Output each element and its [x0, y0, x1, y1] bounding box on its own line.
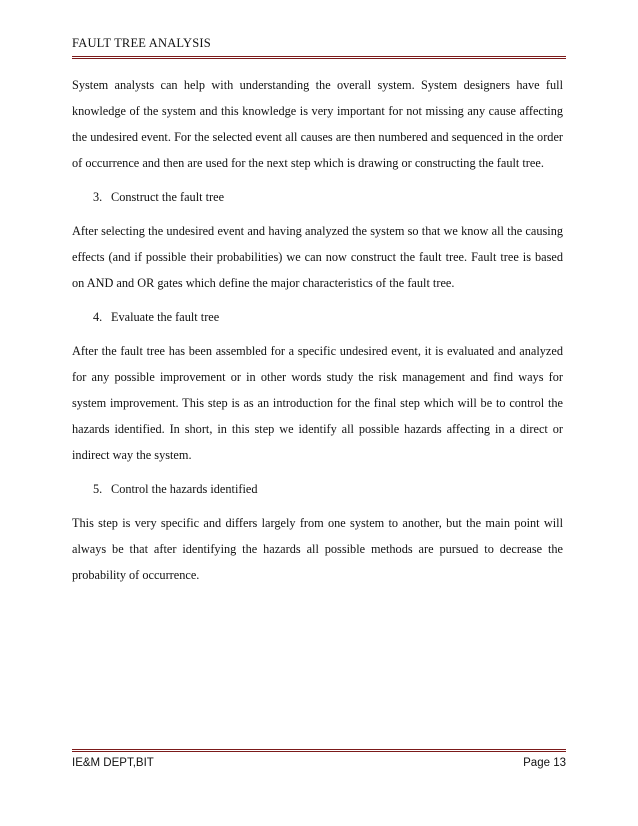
- page-content: [72, 72, 563, 596]
- footer-department: IE&M DEPT,BIT: [72, 757, 154, 769]
- heading-control-hazards: [72, 476, 563, 502]
- heading-number: 3.: [93, 190, 103, 204]
- heading-evaluate-fault-tree: [72, 304, 563, 330]
- footer-page-number: Page 13: [523, 757, 566, 769]
- paragraph-system-analysts: System analysts can help with understanding the overall system. System designers have full knowledge of the system and this knowledge is very important for not missing any cause affecting the undesired event. For the selected event all causes are then numbered and sequenced in the order of occurrence and then are used for the next step which is drawing or constructing the fault tree.: [72, 78, 563, 170]
- page-footer: [72, 749, 566, 769]
- heading-number: 5.: [93, 482, 103, 496]
- heading-text: Evaluate the fault tree: [111, 310, 220, 324]
- heading-text: Construct the fault tree: [111, 190, 225, 204]
- page-header: [72, 36, 566, 59]
- header-title: FAULT TREE ANALYSIS: [72, 36, 211, 50]
- paragraph-evaluate: After the fault tree has been assembled for a specific undesired event, it is evaluated and analyzed for any possible improvement or in other words study the risk management and find ways for system improvement. This step is as an introduction for the final step which will be to control the hazards identified. In short, in this step we identify all possible hazards affecting in a direct or indirect way the system.: [72, 344, 563, 462]
- heading-number: 4.: [93, 310, 103, 324]
- heading-construct-fault-tree: [72, 184, 563, 210]
- paragraph-control: This step is very specific and differs largely from one system to another, but the main point will always be that after identifying the hazards all possible methods are pursued to decrease the probability of occurrence.: [72, 516, 563, 582]
- paragraph-construct: After selecting the undesired event and having analyzed the system so that we know all the causing effects (and if possible their probabilities) we can now construct the fault tree. Fault tree is based on AND and OR gates which define the major characteristics of the fault tree.: [72, 224, 563, 290]
- heading-text: Control the hazards identified: [111, 482, 258, 496]
